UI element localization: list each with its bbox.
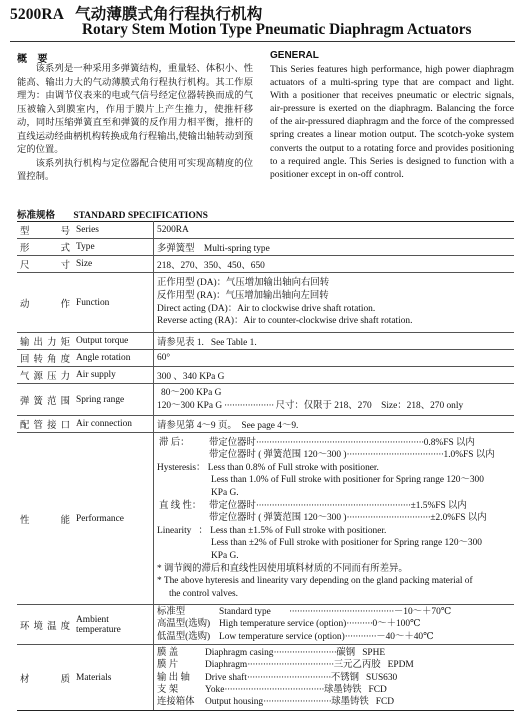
material-part-en: Diaphragm casing (205, 647, 274, 658)
row-label-en: Type (73, 239, 154, 256)
material-value: 球墨铸铁 FCD (331, 697, 395, 708)
env-row (157, 606, 511, 618)
row-label-en: Angle rotation (73, 350, 154, 367)
env-type-zh: 低温型(选购) (157, 631, 211, 642)
row-label-zh: 配管接口 (17, 416, 73, 433)
row-value: 请参见第 4～9 页。 See page 4～9. (154, 416, 515, 433)
perf-text: 带定位器时 ( 弹簧范围 120～300 ) (209, 513, 347, 524)
leader-dots: ································· (247, 660, 334, 671)
perf-line (157, 500, 511, 513)
table-row (17, 222, 514, 239)
linearity-label-zh: 直 线 性： (159, 500, 202, 511)
spec-table (17, 221, 514, 711)
env-label-line: Ambient (76, 614, 109, 625)
row-label-zh: 回转角度 (17, 350, 73, 367)
linearity-label-en: Linearity ： (157, 525, 208, 536)
row-label-zh: 气源压力 (17, 367, 73, 384)
row-label-zh: 形式 (17, 239, 73, 256)
material-row (157, 684, 511, 696)
function-line: 正作用型 (DA)：气压增加输出轴向右回转 (157, 278, 330, 289)
table-row (17, 367, 514, 384)
table-row (17, 433, 514, 605)
row-label-en: Air connection (73, 416, 154, 433)
env-label-line: temperature (76, 624, 121, 635)
spring-range-size-zh: 尺寸：仅限于 218、270 (275, 400, 372, 411)
perf-value: 0.8%FS 以内 (423, 437, 475, 448)
row-label-zh: 性能 (17, 433, 73, 605)
summary-body-zh (17, 63, 253, 185)
leader-dots: ································································ (255, 437, 424, 448)
row-label-zh: 材质 (17, 645, 73, 711)
summary-zh-paragraph: 该系列是一种采用多弹簧结构，重量轻、体积小、性能高、输出力大的气动薄膜式角行程执行机构。其工作原理为：由调节仪表来的电或气信号经定位器转换而成的气压被输入到膜室内，作用于膜片上产生推力，使推杆移动，同时压缩弹簧直至和弹簧的反作用力相平衡，推杆的直线运动经曲柄机构转换成角行程输出,使输出轴转动到预定的位置。 (17, 64, 253, 155)
material-part-zh: 膜 盖 (157, 647, 179, 658)
model-number: 5200RA (10, 6, 64, 23)
perf-line: Less than 1.0% of Full stroke with positioner for Spring range 120～300 (211, 475, 484, 486)
row-label-en: Performance (73, 433, 154, 605)
env-value: －10～＋70℃ (393, 607, 452, 617)
material-row (157, 672, 511, 684)
row-label-zh: 环境温度 (17, 605, 73, 645)
material-value: 三元乙丙胶 EPDM (333, 660, 414, 671)
perf-line (157, 437, 511, 450)
material-value: 不锈钢 SUS630 (330, 672, 398, 683)
summary-body-en: This Series features high performance, high power diaphragm actuators of a multi-spring type that are compact and light. With a positioner that receives pneumatic or electric signals, air-pressure is exerted on the diaphragm. Balancing the force of the air-pressured diaphragm and the force of the compressed spring creates a linear motion output. The scotch-yoke system converts the output to a rotating force and provides positioning to a required angle. This Series is designed to function with a positioner except in on-off control. (270, 64, 514, 180)
row-value: 218、270、350、450、650 (154, 256, 515, 273)
row-label-zh: 弹簧范围 (17, 384, 73, 416)
leader-dots: ·························· (263, 697, 332, 708)
row-value (154, 433, 515, 605)
table-row (17, 350, 514, 367)
summary-zh-paragraph: 该系列执行机构与定位器配合使用可实现高精度的位置控制。 (17, 158, 253, 182)
spec-heading-en: STANDARD SPECIFICATIONS (73, 211, 208, 221)
material-part-zh: 连接箱体 (157, 697, 195, 708)
env-type-en: Standard type (219, 607, 271, 617)
table-row (17, 273, 514, 333)
table-row (17, 645, 514, 711)
perf-line (157, 525, 511, 538)
perf-text: 带定位器时 ( 弹簧范围 120～300 ) (209, 450, 347, 461)
perf-line: KPa G. (211, 488, 239, 499)
row-value: 多弹簧型 Multi-spring type (154, 239, 515, 256)
material-part-en: Output housing (205, 697, 264, 708)
title-zh: 气动薄膜式角行程执行机构 (75, 6, 263, 23)
perf-note: * The above hyteresis and linearity vary depending on the gland packing material of (157, 576, 473, 587)
material-part-zh: 膜 片 (157, 660, 179, 671)
perf-value: ±1.5%FS 以内 (410, 500, 467, 511)
leader-dots: ································ (246, 672, 331, 683)
perf-text: Less than ±1.5% of Full stroke with positioner. (210, 525, 387, 536)
env-type-en: High temperature service (option) (219, 619, 347, 630)
table-row (17, 384, 514, 416)
perf-line (157, 462, 511, 475)
env-type-zh: 高温型(选购) (157, 619, 211, 630)
perf-line (157, 449, 511, 462)
env-type-en: Low temperature service (option) (219, 631, 345, 642)
perf-value: 1.0%FS 以内 (443, 450, 495, 461)
leader-dots: ······································ (224, 684, 325, 695)
hysteresis-label-zh: 滞 后： (159, 437, 190, 448)
perf-text: 带定位器时 (209, 437, 256, 448)
row-value: 60° (154, 350, 515, 367)
material-part-zh: 支 架 (157, 684, 179, 695)
row-label-en: Materials (73, 645, 154, 711)
leader-dots: ·········· (346, 619, 373, 630)
table-row (17, 416, 514, 433)
row-label-en: Size (73, 256, 154, 273)
title-en: Rotary Stem Motion Type Pneumatic Diaphragm Actuators (82, 21, 472, 38)
perf-note: the control valves. (169, 588, 238, 599)
row-value (154, 384, 515, 416)
hysteresis-label-en: Hysteresis： (157, 462, 206, 473)
row-label-en: Air supply (73, 367, 154, 384)
perf-note: * 调节阀的滞后和直线性因使用填料材质的不同而有所差异。 (157, 563, 408, 574)
leader-dots: ············ (344, 631, 377, 642)
perf-text: 带定位器时 (209, 500, 256, 511)
env-value: 0～＋100℃ (372, 619, 421, 630)
material-part-zh: 输 出 轴 (157, 672, 190, 683)
row-label-zh: 尺寸 (17, 256, 73, 273)
spring-range-line: 80～200 KPa G (161, 387, 222, 398)
row-value: 5200RA (154, 222, 515, 239)
env-row (157, 631, 511, 643)
leader-dots: ··························································· (255, 500, 411, 511)
row-value: 请参见表 1. See Table 1. (154, 333, 515, 350)
spring-range-line (157, 400, 511, 413)
row-label-zh: 型号 (17, 222, 73, 239)
row-label-en: Output torque (73, 333, 154, 350)
spec-heading (17, 207, 208, 221)
leader-dots: ··················· (222, 400, 276, 411)
summary-heading-zh: 概 要 (17, 54, 52, 65)
table-row (17, 256, 514, 273)
summary-heading-en: GENERAL (270, 50, 319, 61)
env-value: －40～＋40℃ (376, 631, 434, 642)
material-part-en: Yoke (205, 684, 225, 695)
leader-dots: ····································· (346, 450, 444, 461)
material-row (157, 647, 511, 659)
row-value (154, 273, 515, 333)
env-row (157, 618, 511, 630)
row-value (154, 645, 515, 711)
table-row (17, 333, 514, 350)
leader-dots: ································ (346, 513, 431, 524)
perf-line (157, 512, 511, 525)
row-value (154, 605, 515, 645)
leader-dots: ········································ (289, 607, 394, 617)
row-value: 300 、340 KPa G (154, 367, 515, 384)
leader-dots: ························ (273, 647, 337, 658)
material-row (157, 696, 511, 708)
title-rule (10, 41, 515, 42)
material-part-en: Drive shaft (205, 672, 247, 683)
function-line: Direct acting (DA)：Air to clockwise drive shaft rotation. (157, 303, 376, 314)
row-label-zh: 输出力矩 (17, 333, 73, 350)
row-label-en (73, 605, 154, 645)
spring-range-size-en: Size：218、270 only (381, 400, 464, 411)
env-type-zh: 标准型 (157, 607, 186, 617)
row-label-zh: 动作 (17, 273, 73, 333)
row-label-en: Series (73, 222, 154, 239)
spec-heading-zh: 标准规格 (17, 211, 56, 221)
perf-line: Less than ±2% of Full stroke with positioner for Spring range 120～300 (211, 538, 482, 549)
spring-range-value: 120～300 KPa G (157, 400, 223, 411)
material-value: 球墨铸铁 FCD (324, 684, 387, 695)
material-part-en: Diaphragm (205, 660, 248, 671)
table-row (17, 239, 514, 256)
row-label-en: Function (73, 273, 154, 333)
perf-value: ±2.0%FS 以内 (430, 513, 487, 524)
material-row (157, 659, 511, 671)
function-line: 反作用型 (RA)：气压增加输出轴向左回转 (157, 290, 329, 301)
function-line: Reverse acting (RA)：Air to counter-clockwise drive shaft rotation. (157, 316, 413, 327)
perf-line: KPa G. (211, 550, 239, 561)
perf-text: Less than 0.8% of Full stroke with positioner. (207, 462, 379, 473)
material-value: 碳钢 SPHE (336, 647, 386, 658)
table-row (17, 605, 514, 645)
row-label-en: Spring range (73, 384, 154, 416)
